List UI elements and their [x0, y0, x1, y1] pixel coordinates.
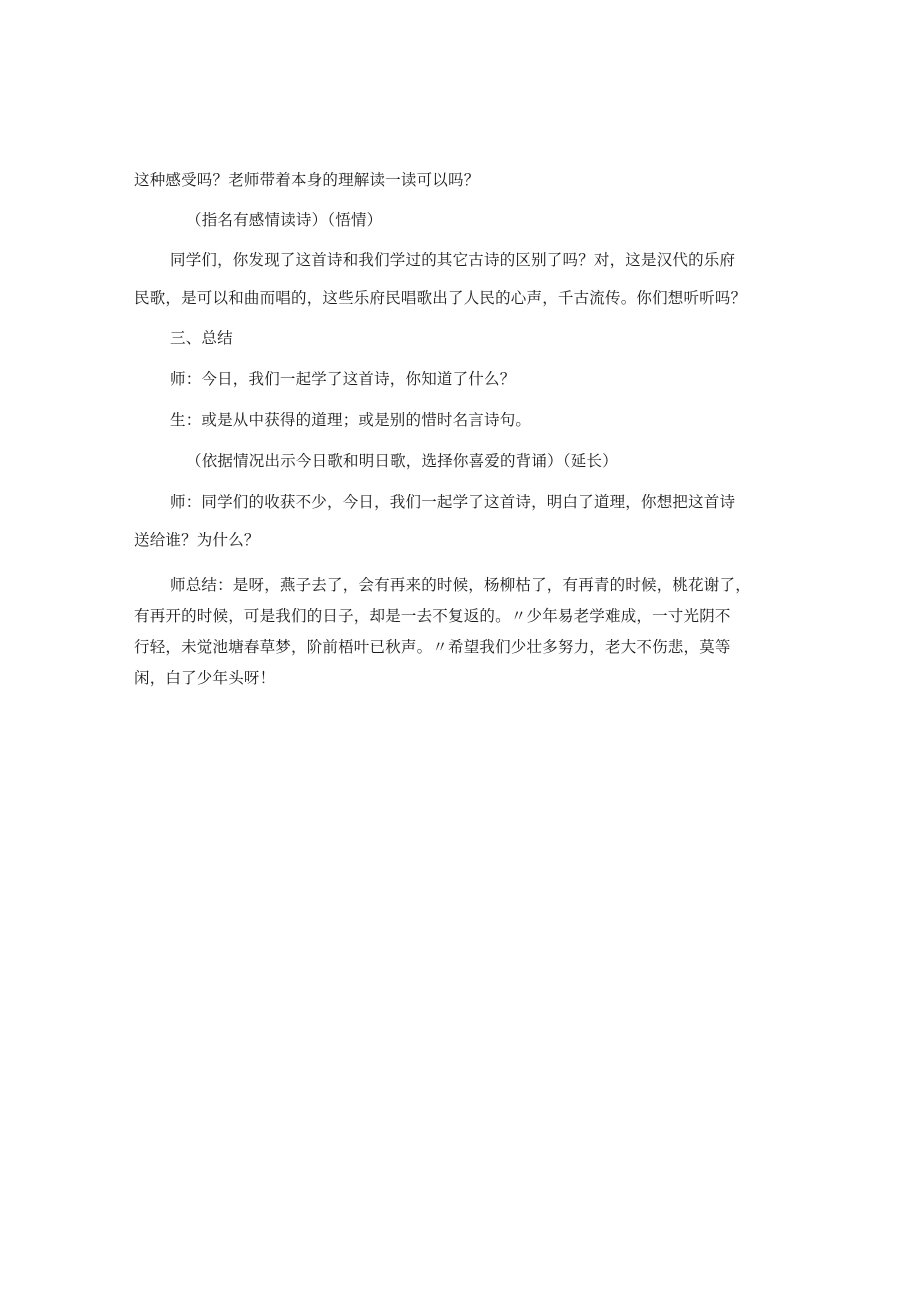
text-line-7: 生：或是从中获得的道理；或是别的惜时名言诗句。 — [170, 411, 532, 429]
text-line-9: 师：同学们的收获不少，今日，我们一起学了这首诗，明白了道理，你想把这首诗 — [170, 493, 736, 511]
text-line-12: 有再开的时候，可是我们的日子，却是一去不复返的。〃少年易老学难成，一寸光阴不 — [134, 607, 731, 625]
text-line-8: （依据情况出示今日歌和明日歌，选择你喜爱的背诵）（延长） — [186, 452, 618, 470]
text-line-11: 师总结：是呀，燕子去了，会有再来的时候，杨柳枯了，有再青的时候，桃花谢了， — [170, 576, 751, 594]
text-line-3: 同学们，你发现了这首诗和我们学过的其它古诗的区别了吗？对，这是汉代的乐府 — [170, 251, 736, 269]
text-line-4: 民歌，是可以和曲而唱的，这些乐府民唱歌出了人民的心声，千古流传。你们想听听吗？ — [134, 289, 747, 307]
text-line-10: 送给谁？为什么？ — [134, 531, 260, 549]
text-line-1: 这种感受吗？老师带着本身的理解读一读可以吗？ — [134, 171, 480, 189]
text-line-2: （指名有感情读诗）（悟情） — [186, 211, 383, 229]
section-heading: 三、总结 — [170, 329, 233, 347]
text-line-6: 师：今日，我们一起学了这首诗，你知道了什么？ — [170, 370, 516, 388]
text-line-13: 行轻，未觉池塘春草梦，阶前梧叶已秋声。〃希望我们少壮多努力，老大不伤悲，莫等 — [134, 638, 731, 656]
text-line-14: 闲，白了少年头呀！ — [134, 669, 276, 687]
